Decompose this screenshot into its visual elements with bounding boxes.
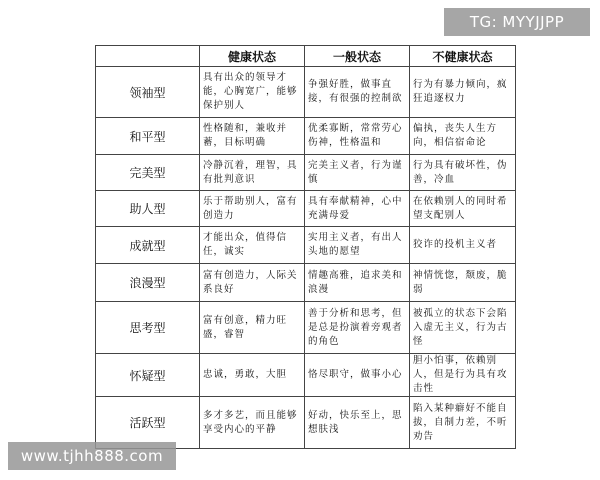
unhealthy-cell: 被孤立的状态下会陷入虚无主义，行为古怪 bbox=[410, 302, 516, 354]
header-healthy: 健康状态 bbox=[200, 46, 305, 67]
type-cell: 和平型 bbox=[96, 118, 200, 155]
type-cell: 浪漫型 bbox=[96, 264, 200, 302]
healthy-cell: 富有创造力，人际关系良好 bbox=[200, 264, 305, 302]
unhealthy-cell: 神情恍惚，颓废，脆弱 bbox=[410, 264, 516, 302]
normal-cell: 优柔寡断，常常劳心伤神，性格温和 bbox=[305, 118, 410, 155]
header-normal: 一般状态 bbox=[305, 46, 410, 67]
table-row bbox=[96, 264, 516, 302]
healthy-cell: 具有出众的领导才能，心胸宽广，能够保护别人 bbox=[200, 67, 305, 118]
healthy-cell: 冷静沉着，理智，具有批判意识 bbox=[200, 155, 305, 191]
type-cell: 成就型 bbox=[96, 227, 200, 264]
unhealthy-cell: 行为具有破坏性，伪善，冷血 bbox=[410, 155, 516, 191]
table-row bbox=[96, 191, 516, 227]
table-row bbox=[96, 67, 516, 118]
type-cell: 助人型 bbox=[96, 191, 200, 227]
table-row bbox=[96, 397, 516, 449]
healthy-cell: 忠诚，勇敢，大胆 bbox=[200, 354, 305, 397]
table-row bbox=[96, 155, 516, 191]
table-row bbox=[96, 227, 516, 264]
table-row bbox=[96, 118, 516, 155]
healthy-cell: 乐于帮助别人，富有创造力 bbox=[200, 191, 305, 227]
normal-cell: 实用主义者，有出人头地的愿望 bbox=[305, 227, 410, 264]
table-header-row bbox=[96, 46, 516, 67]
normal-cell: 争强好胜，做事直接，有很强的控制欲 bbox=[305, 67, 410, 118]
normal-cell: 情趣高雅，追求美和浪漫 bbox=[305, 264, 410, 302]
healthy-cell: 性格随和，兼收并蓄，目标明确 bbox=[200, 118, 305, 155]
unhealthy-cell: 狡诈的投机主义者 bbox=[410, 227, 516, 264]
type-cell: 活跃型 bbox=[96, 397, 200, 449]
watermark-top-right: TG: MYYJJPP bbox=[444, 8, 590, 36]
type-cell: 完美型 bbox=[96, 155, 200, 191]
table-row bbox=[96, 354, 516, 397]
table-row bbox=[96, 302, 516, 354]
healthy-cell: 多才多艺，而且能够享受内心的平静 bbox=[200, 397, 305, 449]
personality-table bbox=[95, 45, 516, 449]
unhealthy-cell: 行为有暴力倾向，疯狂追逐权力 bbox=[410, 67, 516, 118]
type-cell: 思考型 bbox=[96, 302, 200, 354]
header-corner bbox=[96, 46, 200, 67]
normal-cell: 完美主义者，行为谨慎 bbox=[305, 155, 410, 191]
normal-cell: 具有奉献精神，心中充满母爱 bbox=[305, 191, 410, 227]
type-cell: 怀疑型 bbox=[96, 354, 200, 397]
header-unhealthy: 不健康状态 bbox=[410, 46, 516, 67]
unhealthy-cell: 陷入某种癖好不能自拔，自制力差，不听劝告 bbox=[410, 397, 516, 449]
normal-cell: 恪尽职守，做事小心 bbox=[305, 354, 410, 397]
unhealthy-cell: 偏执，丧失人生方向，相信宿命论 bbox=[410, 118, 516, 155]
type-cell: 领袖型 bbox=[96, 67, 200, 118]
watermark-bottom-left: www.tjhh888.com bbox=[8, 442, 176, 470]
unhealthy-cell: 胆小怕事，依赖别人，但是行为具有攻击性 bbox=[410, 354, 516, 397]
healthy-cell: 富有创意，精力旺盛，睿智 bbox=[200, 302, 305, 354]
normal-cell: 善于分析和思考，但是总是扮演着旁观者的角色 bbox=[305, 302, 410, 354]
normal-cell: 好动，快乐至上，思想肤浅 bbox=[305, 397, 410, 449]
healthy-cell: 才能出众，值得信任，诚实 bbox=[200, 227, 305, 264]
unhealthy-cell: 在依赖别人的同时希望支配别人 bbox=[410, 191, 516, 227]
